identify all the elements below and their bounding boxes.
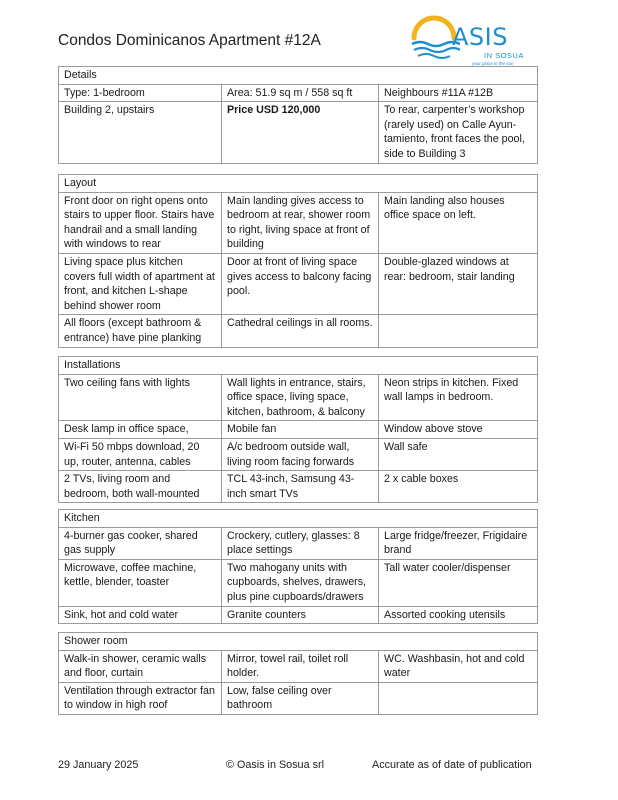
logo-tagline: your place in the sun [472,61,514,66]
table-cell [379,682,538,714]
price-cell: Price USD 120,000 [222,102,379,163]
table-row [59,650,538,682]
table-cell: Crockery, cutlery, glasses: 8 place settings [222,527,379,559]
table-row [59,527,538,559]
table-cell: Living space plus kitchen covers full width of apartment at front, and kitchen L-shape behind shower room [59,253,222,314]
table-cell: Area: 51.9 sq m / 558 sq ft [222,84,379,102]
footer-note: Accurate as of date of publication [372,759,532,771]
footer-date: 29 January 2025 [58,759,139,771]
table-cell: Main landing gives access to bedroom at rear, shower room to right, living space at front of building [222,192,379,253]
table-cell: Sink, hot and cold water [59,606,222,624]
table-cell: Large fridge/freezer, Frigidaire brand [379,527,538,559]
table-cell: WC. Washbasin, hot and cold water [379,650,538,682]
table-cell: 4-burner gas cooker, shared gas supply [59,527,222,559]
shower-room-heading: Shower room [59,633,538,651]
table-cell: Two ceiling fans with lights [59,374,222,421]
table-cell: 2 x cable boxes [379,471,538,503]
table-cell: 2 TVs, living room and bedroom, both wall-mounted [59,471,222,503]
layout-table [58,174,538,348]
table-cell: A/c bedroom outside wall, living room facing forwards [222,438,379,470]
table-cell: Front door on right opens onto stairs to upper floor. Stairs have handrail and a small landing with windows to rear [59,192,222,253]
table-cell: Wall lights in entrance, stairs, office space, living space, kitchen, bathroom, & balcony [222,374,379,421]
table-row [59,421,538,439]
layout-heading: Layout [59,175,538,193]
table-cell: Walk-in shower, ceramic walls and floor, curtain [59,650,222,682]
installations-heading: Installations [59,357,538,375]
table-cell: Type: 1-bedroom [59,84,222,102]
table-cell: Two mahogany units with cupboards, shelves, drawers, plus pine cupboards/drawers [222,559,379,606]
table-cell: Mirror, towel rail, toilet roll holder. [222,650,379,682]
table-cell: All floors (except bathroom & entrance) have pine planking [59,315,222,347]
table-cell: Double-glazed windows at rear: bedroom, stair landing [379,253,538,314]
table-cell: Ventilation through extractor fan to window in high roof [59,682,222,714]
table-row [59,606,538,624]
kitchen-heading: Kitchen [59,510,538,528]
table-row [59,471,538,503]
logo-brand: ASIS [452,23,508,51]
table-row [59,315,538,347]
details-table [58,66,538,164]
table-cell: Cathedral ceilings in all rooms. [222,315,379,347]
table-cell: Assorted cooking utensils [379,606,538,624]
table-row [59,438,538,470]
table-cell: Wi-Fi 50 mbps download, 20 up, router, antenna, cables [59,438,222,470]
table-cell: Mobile fan [222,421,379,439]
table-cell: Granite counters [222,606,379,624]
table-cell: Microwave, coffee machine, kettle, blender, toaster [59,559,222,606]
table-cell: Neon strips in kitchen. Fixed wall lamps in bedroom. [379,374,538,421]
page-title: Condos Dominicanos Apartment #12A [58,32,321,49]
shower-room-table [58,632,538,715]
table-cell: Window above stove [379,421,538,439]
table-cell: Door at front of living space gives access to balcony facing pool. [222,253,379,314]
logo-subtitle: IN SOSUA [484,51,524,60]
table-row [59,374,538,421]
table-cell: To rear, carpenter’s workshop (rarely used) on Calle Ayun-tamiento, front faces the pool, side to Building 3 [379,102,538,163]
table-row [59,84,538,102]
table-cell [379,315,538,347]
oasis-logo [410,14,540,66]
table-cell: Main landing also houses office space on left. [379,192,538,253]
details-heading: Details [59,67,538,85]
table-cell: TCL 43-inch, Samsung 43-inch smart TVs [222,471,379,503]
table-cell: Desk lamp in office space, [59,421,222,439]
table-row [59,192,538,253]
kitchen-table [58,509,538,624]
table-row [59,102,538,163]
table-cell: Building 2, upstairs [59,102,222,163]
table-cell: Neighbours #11A #12B [379,84,538,102]
table-cell: Tall water cooler/dispenser [379,559,538,606]
table-row [59,682,538,714]
installations-table [58,356,538,503]
table-cell: Wall safe [379,438,538,470]
footer-copyright: © Oasis in Sosua srl [226,759,324,771]
table-row [59,559,538,606]
table-row [59,253,538,314]
table-cell: Low, false ceiling over bathroom [222,682,379,714]
